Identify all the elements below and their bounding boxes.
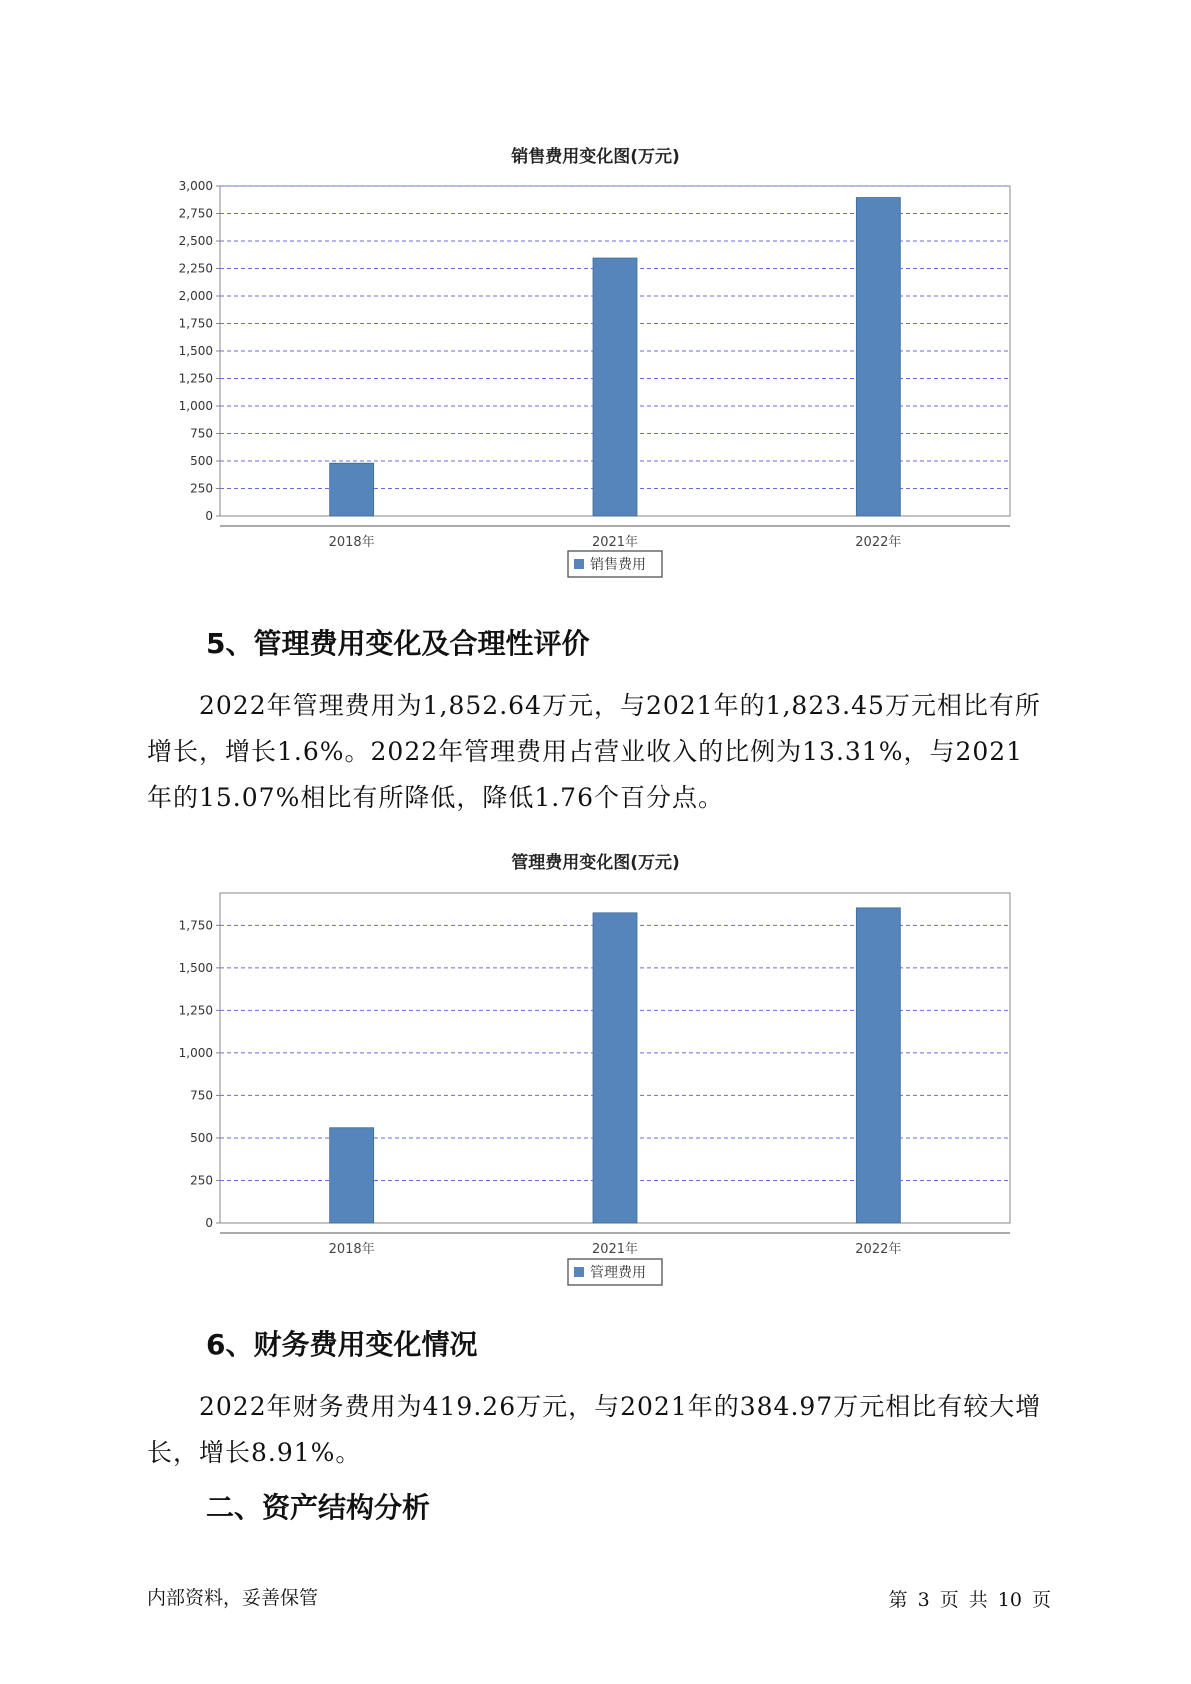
chart-title-sales: 销售费用变化图(万元) (511, 147, 680, 167)
y-tick-label: 500 (190, 1130, 213, 1145)
y-tick-label: 2,750 (178, 206, 213, 221)
y-tick-label: 0 (205, 1216, 213, 1230)
y-tick-label: 2,500 (178, 234, 213, 248)
section6-heading: 6、财务费用变化情况 (206, 1328, 478, 1361)
x-tick-label: 2021年 (591, 1242, 639, 1257)
section6-paragraph (147, 1384, 1047, 1476)
section6-paragraph-text: 2022年财务费用为419.26万元，与2021年的384.97万元相比有较大增长，增长8.91%。 (147, 1392, 1042, 1467)
y-tick-label: 1,750 (178, 918, 213, 933)
chart-title-admin: 管理费用变化图(万元) (511, 853, 680, 873)
y-tick-label: 1,000 (178, 399, 213, 413)
y-tick-label: 2,250 (178, 261, 213, 276)
x-tick-label: 2021年 (591, 535, 639, 550)
footer-confidential: 内部资料，妥善保管 (147, 1587, 319, 1609)
bar (593, 913, 637, 1223)
y-tick-label: 1,000 (178, 1045, 213, 1060)
legend-label: 管理费用 (590, 1265, 646, 1281)
footer-page-number: 第 3 页 共 10 页 (888, 1589, 1051, 1611)
y-tick-label: 2,000 (178, 289, 213, 303)
y-tick-label: 1,250 (178, 1003, 213, 1018)
section5-heading: 5、管理费用变化及合理性评价 (206, 627, 590, 660)
x-tick-label: 2022年 (855, 535, 902, 550)
y-tick-label: 1,250 (178, 371, 213, 386)
y-tick-label: 500 (190, 454, 213, 468)
y-tick-label: 1,500 (178, 344, 213, 358)
bar (330, 1128, 374, 1223)
y-tick-label: 750 (190, 426, 213, 441)
section5-paragraph-text: 2022年管理费用为1,852.64万元，与2021年的1,823.45万元相比有所增长，增长1.6%。2022年管理费用占营业收入的比例为13.31%，与2021年的15.07%相比有所降低，降低1.76个百分点。 (147, 691, 1041, 812)
y-tick-label: 3,000 (178, 179, 213, 193)
x-tick-label: 2022年 (855, 1242, 902, 1257)
section-two-heading: 二、资产结构分析 (206, 1491, 431, 1524)
bar (856, 908, 900, 1223)
y-tick-label: 1,500 (178, 960, 213, 975)
legend-swatch (574, 1267, 584, 1277)
x-tick-label: 2018年 (328, 535, 375, 550)
x-tick-label: 2018年 (328, 1242, 375, 1257)
y-tick-label: 250 (190, 1173, 213, 1188)
y-tick-label: 1,750 (178, 316, 213, 331)
y-tick-label: 750 (190, 1088, 213, 1103)
y-tick-label: 0 (205, 509, 213, 523)
y-tick-label: 250 (190, 481, 213, 496)
legend-label: 销售费用 (590, 557, 646, 573)
